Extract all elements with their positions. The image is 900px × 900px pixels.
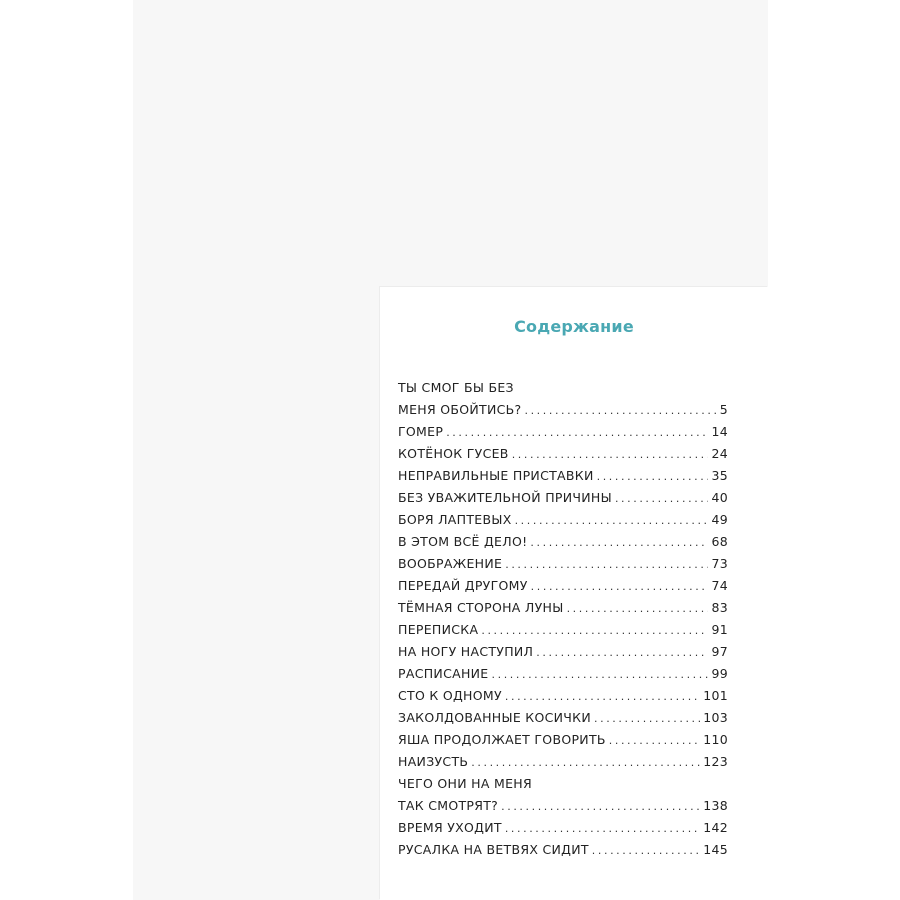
entry-page-number: 74	[711, 578, 728, 593]
entry-line	[398, 663, 728, 685]
entry-page-number: 110	[703, 732, 728, 747]
entry-line	[398, 421, 728, 443]
entry-line	[398, 487, 728, 509]
entry-page-number: 73	[711, 556, 728, 571]
dot-leader	[515, 510, 709, 532]
dot-leader	[592, 840, 700, 862]
entry-line	[398, 575, 728, 597]
entry-page-number: 145	[703, 842, 728, 857]
entry-title: ВООБРАЖЕНИЕ	[398, 556, 503, 571]
entry-line	[398, 817, 728, 839]
contents-entry	[398, 443, 728, 465]
contents-entry	[398, 531, 728, 553]
entry-title: ПЕРЕДАЙ ДРУГОМУ	[398, 578, 528, 593]
entry-line	[398, 443, 728, 465]
entry-page-number: 123	[703, 754, 728, 769]
contents-entry	[398, 377, 728, 421]
dot-leader	[530, 532, 708, 554]
contents-entry	[398, 707, 728, 729]
entry-line	[398, 751, 728, 773]
entry-page-number: 83	[711, 600, 728, 615]
entry-title: НЕПРАВИЛЬНЫЕ ПРИСТАВКИ	[398, 468, 594, 483]
entry-title: БОРЯ ЛАПТЕВЫХ	[398, 512, 512, 527]
contents-entry	[398, 509, 728, 531]
dot-leader	[512, 444, 709, 466]
entry-title: В ЭТОМ ВСЁ ДЕЛО!	[398, 534, 528, 549]
entry-page-number: 99	[711, 666, 728, 681]
contents-entry	[398, 773, 728, 817]
entry-line	[398, 531, 728, 553]
contents-entry	[398, 663, 728, 685]
entry-page-number: 5	[719, 402, 728, 417]
entry-page-number: 14	[711, 424, 728, 439]
contents-entry	[398, 619, 728, 641]
entry-title: РУСАЛКА НА ВЕТВЯХ СИДИТ	[398, 842, 589, 857]
entry-title: ТАК СМОТРЯТ?	[398, 798, 499, 813]
dot-leader	[594, 708, 700, 730]
contents-entry	[398, 817, 728, 839]
entry-line	[398, 641, 728, 663]
entry-page-number: 35	[711, 468, 728, 483]
contents-entry	[398, 421, 728, 443]
contents-list	[398, 377, 728, 861]
dot-leader	[505, 686, 700, 708]
dot-leader	[536, 642, 708, 664]
entry-title: СТО К ОДНОМУ	[398, 688, 502, 703]
contents-entry	[398, 751, 728, 773]
entry-title: ГОМЕР	[398, 424, 444, 439]
dot-leader	[531, 576, 709, 598]
contents-entry	[398, 487, 728, 509]
entry-page-number: 138	[703, 798, 728, 813]
entry-title: ТЁМНАЯ СТОРОНА ЛУНЫ	[398, 600, 564, 615]
entry-line	[398, 685, 728, 707]
entry-line	[398, 707, 728, 729]
entry-page-number: 101	[703, 688, 728, 703]
contents-entry	[398, 729, 728, 751]
entry-title-line1: ЧЕГО ОНИ НА МЕНЯ	[398, 776, 532, 791]
entry-line	[398, 795, 728, 817]
entry-line	[398, 729, 728, 751]
entry-title: НА НОГУ НАСТУПИЛ	[398, 644, 534, 659]
contents-entry	[398, 597, 728, 619]
entry-title: ЗАКОЛДОВАННЫЕ КОСИЧКИ	[398, 710, 591, 725]
entry-line	[398, 465, 728, 487]
contents-entry	[398, 685, 728, 707]
entry-title-line1: ТЫ СМОГ БЫ БЕЗ	[398, 380, 514, 395]
entry-title: ВРЕМЯ УХОДИТ	[398, 820, 502, 835]
contents-entry	[398, 553, 728, 575]
dot-leader	[615, 488, 709, 510]
entry-title: БЕЗ УВАЖИТЕЛЬНОЙ ПРИЧИНЫ	[398, 490, 612, 505]
dot-leader	[524, 400, 716, 422]
entry-page-number: 97	[711, 644, 728, 659]
contents-entry	[398, 465, 728, 487]
dot-leader	[505, 554, 708, 576]
entry-page-number: 40	[711, 490, 728, 505]
dot-leader	[609, 730, 700, 752]
dot-leader	[501, 796, 700, 818]
entry-title: МЕНЯ ОБОЙТИСЬ?	[398, 402, 522, 417]
entry-title: КОТЁНОК ГУСЕВ	[398, 446, 509, 461]
dot-leader	[505, 818, 700, 840]
dot-leader	[481, 620, 708, 642]
entry-page-number: 142	[703, 820, 728, 835]
contents-heading: Содержание	[514, 317, 634, 336]
dot-leader	[492, 664, 709, 686]
contents-entry	[398, 641, 728, 663]
entry-line	[398, 509, 728, 531]
dot-leader	[597, 466, 709, 488]
entry-line	[398, 399, 728, 421]
entry-page-number: 91	[711, 622, 728, 637]
background-page-left	[133, 287, 380, 900]
background-page	[133, 0, 768, 287]
entry-title: РАСПИСАНИЕ	[398, 666, 489, 681]
entry-line	[398, 619, 728, 641]
entry-title: ПЕРЕПИСКА	[398, 622, 479, 637]
contents-entry	[398, 839, 728, 861]
entry-line	[398, 839, 728, 861]
entry-title: НАИЗУСТЬ	[398, 754, 469, 769]
entry-line	[398, 597, 728, 619]
entry-line	[398, 553, 728, 575]
contents-page	[380, 287, 768, 900]
dot-leader	[471, 752, 700, 774]
entry-page-number: 68	[711, 534, 728, 549]
entry-page-number: 103	[703, 710, 728, 725]
dot-leader	[567, 598, 709, 620]
contents-entry	[398, 575, 728, 597]
entry-page-number: 49	[711, 512, 728, 527]
entry-page-number: 24	[711, 446, 728, 461]
entry-title: ЯША ПРОДОЛЖАЕТ ГОВОРИТЬ	[398, 732, 606, 747]
dot-leader	[446, 422, 708, 444]
